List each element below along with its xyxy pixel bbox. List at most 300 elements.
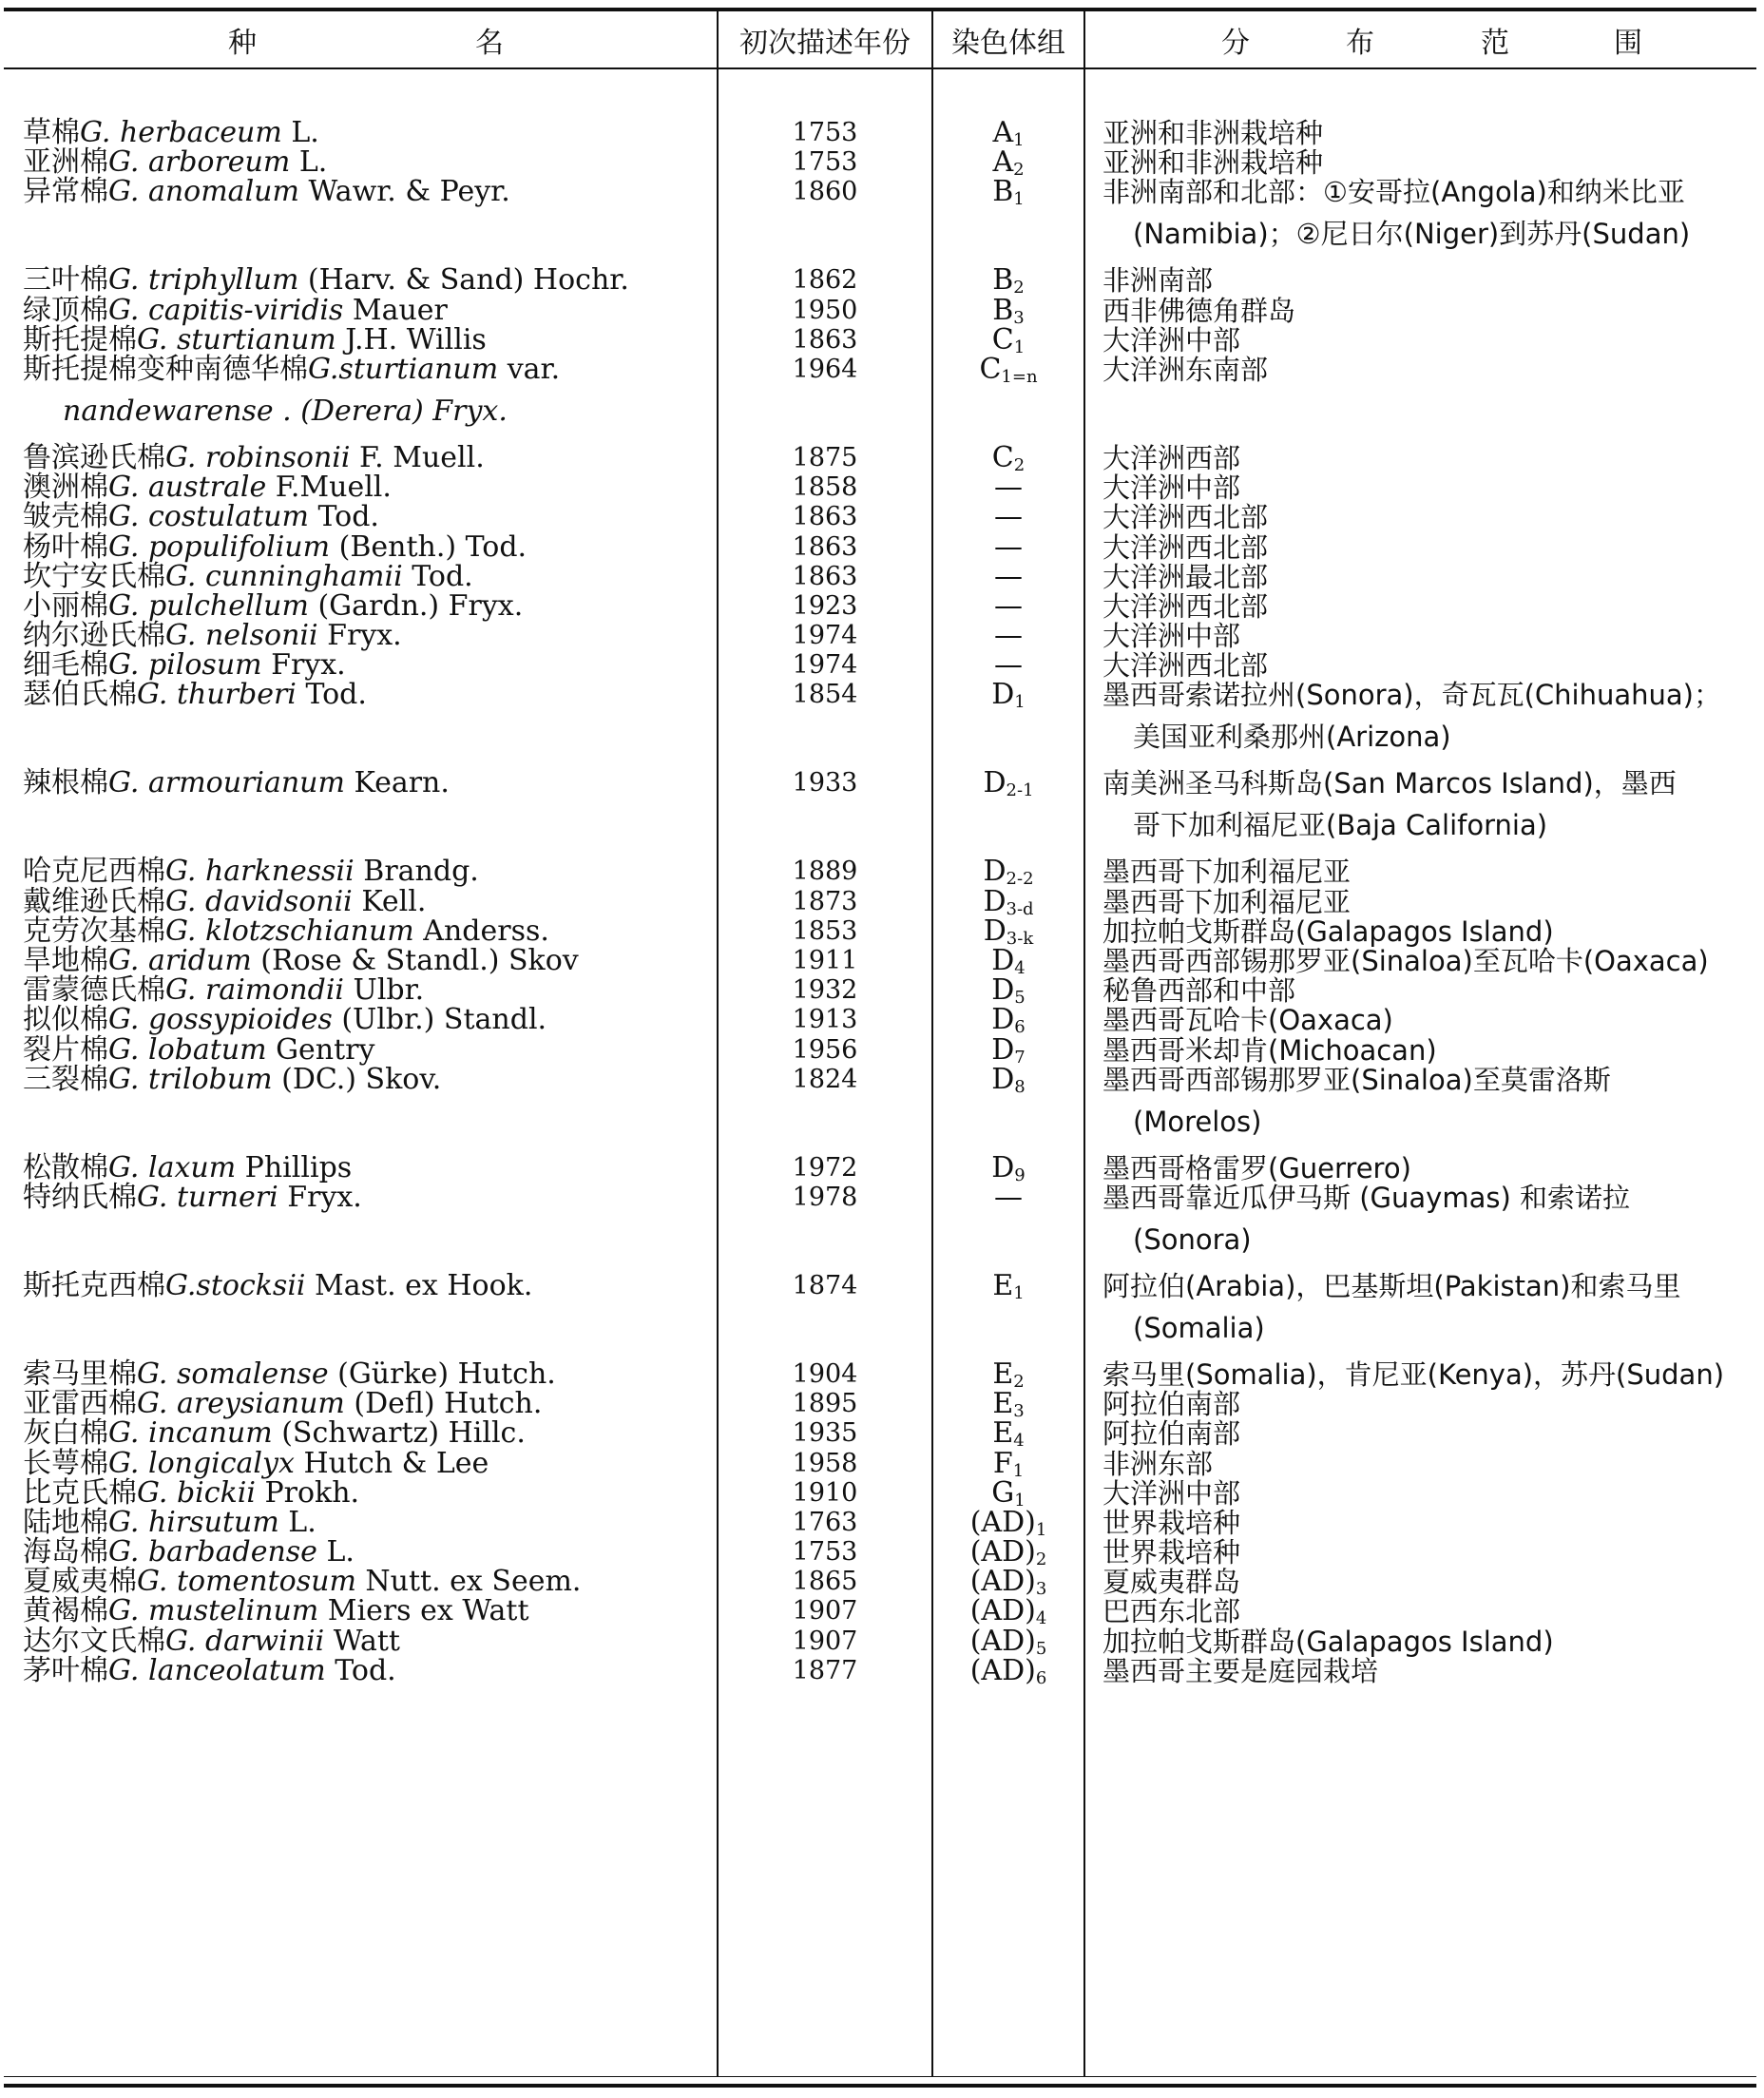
chinese-name: 斯托克西棉 [23, 1268, 165, 1302]
genome-letter: D [983, 766, 1007, 800]
species-name [23, 1177, 717, 1219]
genome-letter: C [991, 440, 1014, 474]
scientific-name: G. trilobum [108, 1062, 273, 1096]
distribution-text: 加拉帕戈斯群岛(Galapagos Island) [1102, 914, 1554, 948]
year-described: 1950 [792, 295, 858, 325]
scientific-name: G. lobatum [108, 1032, 267, 1067]
chinese-name: 亚洲棉 [23, 145, 108, 180]
author-citation: (DC.) Skov. [272, 1062, 442, 1096]
author-citation: Ulbr. [344, 973, 425, 1008]
genome-letter: D [991, 1003, 1015, 1037]
distribution-text: 墨西哥主要是庭园栽培 [1102, 1654, 1379, 1687]
distribution-text: 秘鲁西部和中部 [1102, 974, 1296, 1008]
year-described: 1972 [792, 1152, 858, 1183]
table-row [0, 1059, 1764, 1147]
genome-subscript: 8 [1014, 1076, 1026, 1097]
distribution-text: 墨西哥靠近瓜伊马斯 (Guaymas) 和索诺拉 [1102, 1181, 1630, 1214]
genome-letter: D [991, 944, 1015, 977]
genome-letter: A [992, 145, 1014, 180]
chinese-name: 瑟伯氏棉 [23, 678, 137, 712]
author-citation: J.H. Willis [336, 322, 487, 356]
distribution-text: 夏威夷群岛 [1102, 1566, 1241, 1599]
chinese-name: 夏威夷棉 [23, 1565, 137, 1599]
table-bottom-rule [4, 2084, 1756, 2088]
chinese-name: 哈克尼西棉 [23, 855, 165, 889]
distribution-text: 亚洲和非洲栽培种 [1102, 146, 1324, 180]
genome-subscript: 3 [1035, 1579, 1047, 1600]
distribution-text: 非洲东部 [1102, 1447, 1214, 1480]
scientific-name: G. armourianum [108, 766, 345, 800]
species-name [23, 1650, 717, 1692]
table-row [0, 674, 1764, 762]
chinese-name: 小丽棉 [23, 588, 108, 623]
author-citation: (Defl) Hutch. [344, 1387, 543, 1421]
chinese-name: 黄褐棉 [23, 1594, 108, 1628]
scientific-name: G. nelsonii [165, 619, 318, 653]
genome-subscript: 4 [1035, 1608, 1047, 1629]
scientific-name: G. triphyllum [108, 263, 299, 298]
genome-subscript: 1 [1013, 189, 1025, 210]
table-row [0, 1354, 1764, 1392]
chinese-name: 陆地棉 [23, 1505, 108, 1539]
distribution [1102, 1265, 1758, 1349]
chinese-name: 纳尔逊氏棉 [23, 619, 165, 653]
distribution [1102, 1059, 1758, 1143]
year-described: 1824 [792, 1064, 858, 1094]
genome-letter: G [991, 1475, 1015, 1510]
scientific-name: G. somalense [137, 1357, 329, 1391]
genome-letter: — [994, 648, 1023, 683]
distribution-text: 南美洲圣马科斯岛(San Marcos Island)，墨西 [1102, 767, 1677, 800]
scientific-name: G. sturtianum [137, 322, 336, 356]
header-species [8, 11, 716, 67]
author-citation: F.Muell. [266, 471, 392, 505]
author-citation: Brandg. [354, 855, 479, 889]
author-citation: L. [278, 1505, 316, 1539]
genome-letter: A [992, 116, 1014, 149]
chinese-name: 海岛棉 [23, 1535, 108, 1569]
author-citation: Miers ex Watt [318, 1594, 529, 1628]
distribution [1102, 762, 1758, 846]
author-citation: Mast. ex Hook. [305, 1268, 533, 1302]
genome-letter: D [983, 855, 1007, 889]
table-row [0, 881, 1764, 919]
scientific-name: G. arboreum [108, 145, 291, 180]
year-described: 1863 [792, 324, 858, 355]
distribution-text: 墨西哥下加利福尼亚 [1102, 885, 1352, 918]
table-row [0, 586, 1764, 623]
distribution-continuation: (Morelos) [1133, 1105, 1262, 1138]
distribution-text: 阿拉伯南部 [1102, 1388, 1241, 1421]
table-row [0, 437, 1764, 475]
genome-subscript: 6 [1035, 1667, 1047, 1688]
table-row [0, 851, 1764, 890]
scientific-name: G. tomentosum [137, 1565, 356, 1599]
genome-letter: B [992, 293, 1014, 327]
scientific-name: G. aridum [108, 944, 252, 977]
scientific-name: G. incanum [108, 1416, 273, 1451]
distribution-text: 大洋洲东南部 [1102, 353, 1269, 386]
author-citation: Kearn. [344, 766, 450, 800]
genome-letter: (AD) [969, 1535, 1036, 1569]
distribution-continuation: (Somalia) [1133, 1311, 1265, 1344]
genome-subscript: 1=n [1001, 366, 1038, 387]
table-row [0, 1030, 1764, 1068]
genome-letter: D [991, 678, 1015, 712]
species-name [23, 674, 717, 716]
year-described: 1763 [792, 1507, 858, 1537]
genome-letter: — [994, 559, 1023, 593]
genome-group [933, 1650, 1083, 1700]
chinese-name: 克劳次基棉 [23, 914, 165, 948]
table-bottom-rule-thin [4, 2076, 1756, 2077]
genome-subscript: 7 [1014, 1047, 1026, 1068]
year-described: 1974 [792, 621, 858, 651]
author-citation: Anderss. [413, 914, 549, 948]
distribution-text: 大洋洲西北部 [1102, 649, 1269, 683]
table-row [0, 1502, 1764, 1540]
distribution-text: 大洋洲西北部 [1102, 530, 1269, 564]
genome-group [933, 674, 1083, 723]
table-row [0, 970, 1764, 1009]
distribution-text: 大洋洲中部 [1102, 620, 1241, 653]
author-citation: Wawr. & Peyr. [298, 175, 510, 209]
year-described: 1895 [792, 1389, 858, 1419]
chinese-name: 斯托提棉变种南德华棉 [23, 352, 308, 386]
genome-letter: — [994, 500, 1023, 534]
genome-group [933, 1177, 1083, 1226]
year-described: 1753 [792, 118, 858, 147]
species-name [23, 1059, 717, 1101]
table-row [0, 1383, 1764, 1422]
genome-subscript: 3-k [1006, 928, 1034, 949]
year-described: 1911 [792, 946, 858, 975]
table-row [0, 496, 1764, 534]
scientific-name: G. hirsutum [108, 1505, 279, 1539]
genome-subscript: 2-1 [1006, 780, 1034, 801]
scientific-name: G. harknessii [165, 855, 355, 889]
distribution-text: 大洋洲西北部 [1102, 589, 1269, 623]
genome-subscript: 1 [1014, 1490, 1026, 1511]
distribution-text: 世界栽培种 [1102, 1506, 1241, 1539]
genome-subscript: 3 [1013, 307, 1025, 328]
genome-subscript: 1 [1013, 130, 1025, 150]
year-described: 1956 [792, 1034, 858, 1065]
chinese-name: 草棉 [23, 116, 80, 149]
genome-subscript: 2 [1013, 278, 1025, 298]
scientific-name: G. pulchellum [108, 588, 309, 623]
author-citation: Fryx. [261, 648, 346, 683]
genome-subscript: 1 [1012, 1460, 1025, 1481]
genome-letter: — [994, 1180, 1023, 1214]
year-described: 1862 [792, 265, 858, 296]
author-citation: (Schwartz) Hillc. [272, 1416, 526, 1451]
chinese-name: 茅叶棉 [23, 1653, 108, 1687]
distribution-text: 墨西哥西部锡那罗亚(Sinaloa)至莫雷洛斯 [1102, 1063, 1611, 1096]
year-described: 1877 [792, 1655, 858, 1685]
scientific-name: G. pilosum [108, 648, 262, 683]
genome-subscript: 3 [1013, 1401, 1025, 1422]
genome-group [933, 762, 1083, 812]
genome-letter: (AD) [969, 1565, 1036, 1599]
author-citation: Tod. [325, 1653, 396, 1687]
author-citation: Fryx. [278, 1180, 362, 1214]
distribution-continuation: (Namibia)；②尼日尔(Niger)到苏丹(Sudan) [1133, 218, 1691, 251]
chinese-name: 雷蒙德氏棉 [23, 973, 165, 1008]
genome-letter: (AD) [969, 1624, 1036, 1658]
genome-letter: E [992, 1268, 1014, 1302]
chinese-name: 三裂棉 [23, 1062, 108, 1096]
distribution-text: 墨西哥西部锡那罗亚(Sinaloa)至瓦哈卡(Oaxaca) [1102, 945, 1709, 977]
table-row [0, 349, 1764, 437]
table-row [0, 940, 1764, 978]
species-name [23, 762, 717, 804]
header-rule [4, 67, 1756, 69]
scientific-name: G. davidsonii [165, 884, 353, 918]
genome-subscript: 2-2 [1006, 869, 1034, 890]
table-row [0, 142, 1764, 181]
author-citation: Tod. [402, 559, 473, 593]
distribution-text: 加拉帕戈斯群岛(Galapagos Island) [1102, 1625, 1554, 1658]
genome-group [933, 349, 1083, 398]
chinese-name: 长萼棉 [23, 1446, 108, 1480]
distribution-text: 阿拉伯南部 [1102, 1417, 1241, 1451]
scientific-name: G.sturtianum [308, 352, 499, 386]
genome-subscript: 4 [1013, 1431, 1025, 1452]
species-name [23, 349, 717, 433]
distribution-text: 西非佛德角群岛 [1102, 294, 1296, 327]
scientific-name: G. klotzschianum [165, 914, 414, 948]
table-row [0, 1413, 1764, 1452]
chinese-name: 杨叶棉 [23, 529, 108, 564]
chinese-name: 特纳氏棉 [23, 1180, 137, 1214]
distribution-text: 阿拉伯(Arabia)，巴基斯坦(Pakistan)和索马里 [1102, 1269, 1681, 1302]
chinese-name: 皱壳棉 [23, 500, 108, 534]
year-described: 1753 [792, 147, 858, 178]
chinese-name: 三叶棉 [23, 263, 108, 298]
year-described: 1933 [792, 768, 858, 799]
genome-subscript: 1 [1035, 1519, 1047, 1540]
author-citation: Gentry [266, 1032, 375, 1067]
chinese-name: 拟似棉 [23, 1003, 108, 1037]
genome-subscript: 3-d [1006, 898, 1034, 919]
scientific-name: G. capitis-viridis [108, 293, 344, 327]
chinese-name: 戴维逊氏棉 [23, 884, 165, 918]
scientific-name: G. raimondii [165, 973, 345, 1008]
header-distribution-char: 分 [1221, 26, 1250, 60]
chinese-name: 细毛棉 [23, 648, 108, 683]
chinese-name: 坎宁安氏棉 [23, 559, 165, 593]
genome-letter: E [992, 1357, 1014, 1391]
table-row [0, 999, 1764, 1038]
year-described: 1978 [792, 1182, 858, 1212]
genome-subscript: 2 [1013, 160, 1025, 181]
author-citation: (Gürke) Hutch. [328, 1357, 556, 1391]
genome-subscript: 1 [1013, 1282, 1025, 1303]
author-citation: Prokh. [255, 1475, 360, 1510]
year-described: 1854 [792, 680, 858, 710]
genome-group [933, 171, 1083, 221]
table-row [0, 1177, 1764, 1265]
table-row [0, 762, 1764, 851]
distribution-continuation: 哥下加利福尼亚(Baja California) [1133, 809, 1548, 842]
table-row [0, 1590, 1764, 1629]
scientific-name: G. robinsonii [165, 440, 351, 474]
chinese-name: 亚雷西棉 [23, 1387, 137, 1421]
distribution-text: 大洋洲西部 [1102, 441, 1241, 474]
genome-letter: D [983, 884, 1007, 918]
year-described: 1964 [792, 354, 858, 384]
scientific-name: G. lanceolatum [108, 1653, 326, 1687]
table-row [0, 645, 1764, 683]
header-distribution-char: 布 [1346, 26, 1374, 60]
distribution [1102, 674, 1758, 758]
species-name [23, 171, 717, 213]
year-described: 1907 [792, 1596, 858, 1626]
distribution-text: 非洲南部和北部：①安哥拉(Angola)和纳米比亚 [1102, 176, 1685, 209]
distribution-text: 大洋洲中部 [1102, 472, 1241, 505]
author-citation: Watt [324, 1624, 400, 1658]
author-citation: (Gardn.) Fryx. [308, 588, 524, 623]
genome-letter: (AD) [969, 1594, 1036, 1628]
year-described: 1874 [792, 1270, 858, 1300]
scientific-name: G. cunninghamii [165, 559, 403, 593]
scientific-name: G. herbaceum [80, 116, 282, 149]
header-species-char: 种 [228, 26, 257, 60]
year-described: 1860 [792, 177, 858, 207]
scientific-name: G. thurberi [137, 678, 297, 712]
author-citation: Kell. [352, 884, 427, 918]
table-row [0, 527, 1764, 564]
distribution [1102, 171, 1758, 255]
chinese-name: 灰白棉 [23, 1416, 108, 1451]
chinese-name: 松散棉 [23, 1150, 108, 1184]
genome-subscript: 9 [1014, 1164, 1026, 1185]
distribution-text: 墨西哥下加利福尼亚 [1102, 856, 1352, 889]
author-citation: F. Muell. [350, 440, 485, 474]
scientific-name: G. gossypioides [108, 1003, 333, 1037]
chinese-name: 异常棉 [23, 175, 108, 209]
table-row [0, 911, 1764, 949]
genome-letter: (AD) [969, 1505, 1036, 1539]
genome-letter: D [991, 1062, 1015, 1096]
distribution [1102, 1650, 1758, 1692]
year-described: 1853 [792, 915, 858, 946]
year-described: 1910 [792, 1477, 858, 1508]
scientific-name: G.stocksii [165, 1268, 306, 1302]
distribution-text: 非洲南部 [1102, 264, 1214, 298]
genome-letter: D [991, 1032, 1015, 1067]
distribution-text: 大洋洲中部 [1102, 323, 1241, 356]
scientific-name: G. laxum [108, 1150, 237, 1184]
author-citation: (Benth.) Tod. [330, 529, 527, 564]
author-citation: var. [498, 352, 561, 386]
genome-subscript: 2 [1035, 1549, 1047, 1570]
genome-subscript: 2 [1013, 454, 1026, 475]
species-name-continuation: nandewarense . (Derera) Fryx. [63, 394, 508, 428]
distribution-text: 大洋洲中部 [1102, 1476, 1241, 1510]
table-row [0, 1265, 1764, 1354]
genome-letter: — [994, 588, 1023, 623]
header-distribution-char: 范 [1481, 26, 1509, 60]
scientific-name: G. longicalyx [108, 1446, 295, 1480]
genome-letter: B [992, 175, 1014, 209]
chinese-name: 比克氏棉 [23, 1475, 137, 1510]
scientific-name: G. bickii [137, 1475, 256, 1510]
genome-subscript: 4 [1014, 958, 1026, 978]
year-described: 1923 [792, 590, 858, 621]
genome-subscript: 1 [1014, 692, 1026, 713]
genome-letter: E [992, 1416, 1014, 1451]
genome-letter: C [979, 352, 1002, 386]
genome-subscript: 5 [1014, 988, 1026, 1009]
genome-letter: D [991, 973, 1015, 1008]
table-row [0, 615, 1764, 653]
distribution-text: 墨西哥索诺拉州(Sonora)，奇瓦瓦(Chihuahua)； [1102, 679, 1721, 712]
genome-letter: B [992, 263, 1014, 298]
year-described: 1875 [792, 442, 858, 472]
distribution-continuation: (Sonora) [1133, 1222, 1252, 1256]
scientific-name: G. barbadense [108, 1535, 317, 1569]
year-described: 1974 [792, 650, 858, 681]
year-described: 1913 [792, 1005, 858, 1035]
header-chromosome: 染色体组 [951, 26, 1065, 60]
header-distribution [1086, 11, 1756, 67]
distribution-continuation: 美国亚利桑那州(Arizona) [1133, 721, 1451, 754]
genome-group [933, 1265, 1083, 1315]
chinese-name: 澳洲棉 [23, 471, 108, 505]
genome-subscript: 1 [1013, 337, 1026, 357]
scientific-name: G. areysianum [137, 1387, 345, 1421]
author-citation: Hutch & Lee [294, 1446, 489, 1480]
table-row [0, 171, 1764, 260]
genome-letter: — [994, 529, 1023, 564]
genome-letter: F [992, 1446, 1013, 1480]
table-row [0, 467, 1764, 505]
year-described: 1958 [792, 1448, 858, 1478]
author-citation: Fryx. [317, 619, 402, 653]
year-described: 1932 [792, 975, 858, 1006]
distribution-text: 大洋洲最北部 [1102, 560, 1269, 593]
author-citation: Phillips [236, 1150, 353, 1184]
genome-group [933, 1059, 1083, 1108]
table-row [0, 1472, 1764, 1511]
author-citation: L. [281, 116, 319, 149]
table-row [0, 319, 1764, 357]
genome-letter: — [994, 619, 1023, 653]
genome-letter: E [992, 1387, 1014, 1421]
distribution-text: 亚洲和非洲栽培种 [1102, 117, 1324, 149]
scientific-name: G. costulatum [108, 500, 309, 534]
genome-letter: D [983, 914, 1007, 948]
author-citation: L. [290, 145, 328, 180]
genome-subscript: 5 [1035, 1638, 1047, 1659]
table-row [0, 290, 1764, 328]
year-described: 1907 [792, 1626, 858, 1656]
author-citation: Tod. [296, 678, 367, 712]
author-citation: Mauer [343, 293, 448, 327]
genome-letter: (AD) [969, 1653, 1036, 1687]
distribution-text: 世界栽培种 [1102, 1536, 1241, 1569]
distribution [1102, 349, 1758, 391]
table-row [0, 1443, 1764, 1481]
year-described: 1753 [792, 1537, 858, 1568]
author-citation: (Ulbr.) Standl. [332, 1003, 547, 1037]
chinese-name: 索马里棉 [23, 1357, 137, 1391]
year-described: 1935 [792, 1418, 858, 1449]
year-described: 1863 [792, 561, 858, 591]
genome-letter: C [991, 322, 1014, 356]
